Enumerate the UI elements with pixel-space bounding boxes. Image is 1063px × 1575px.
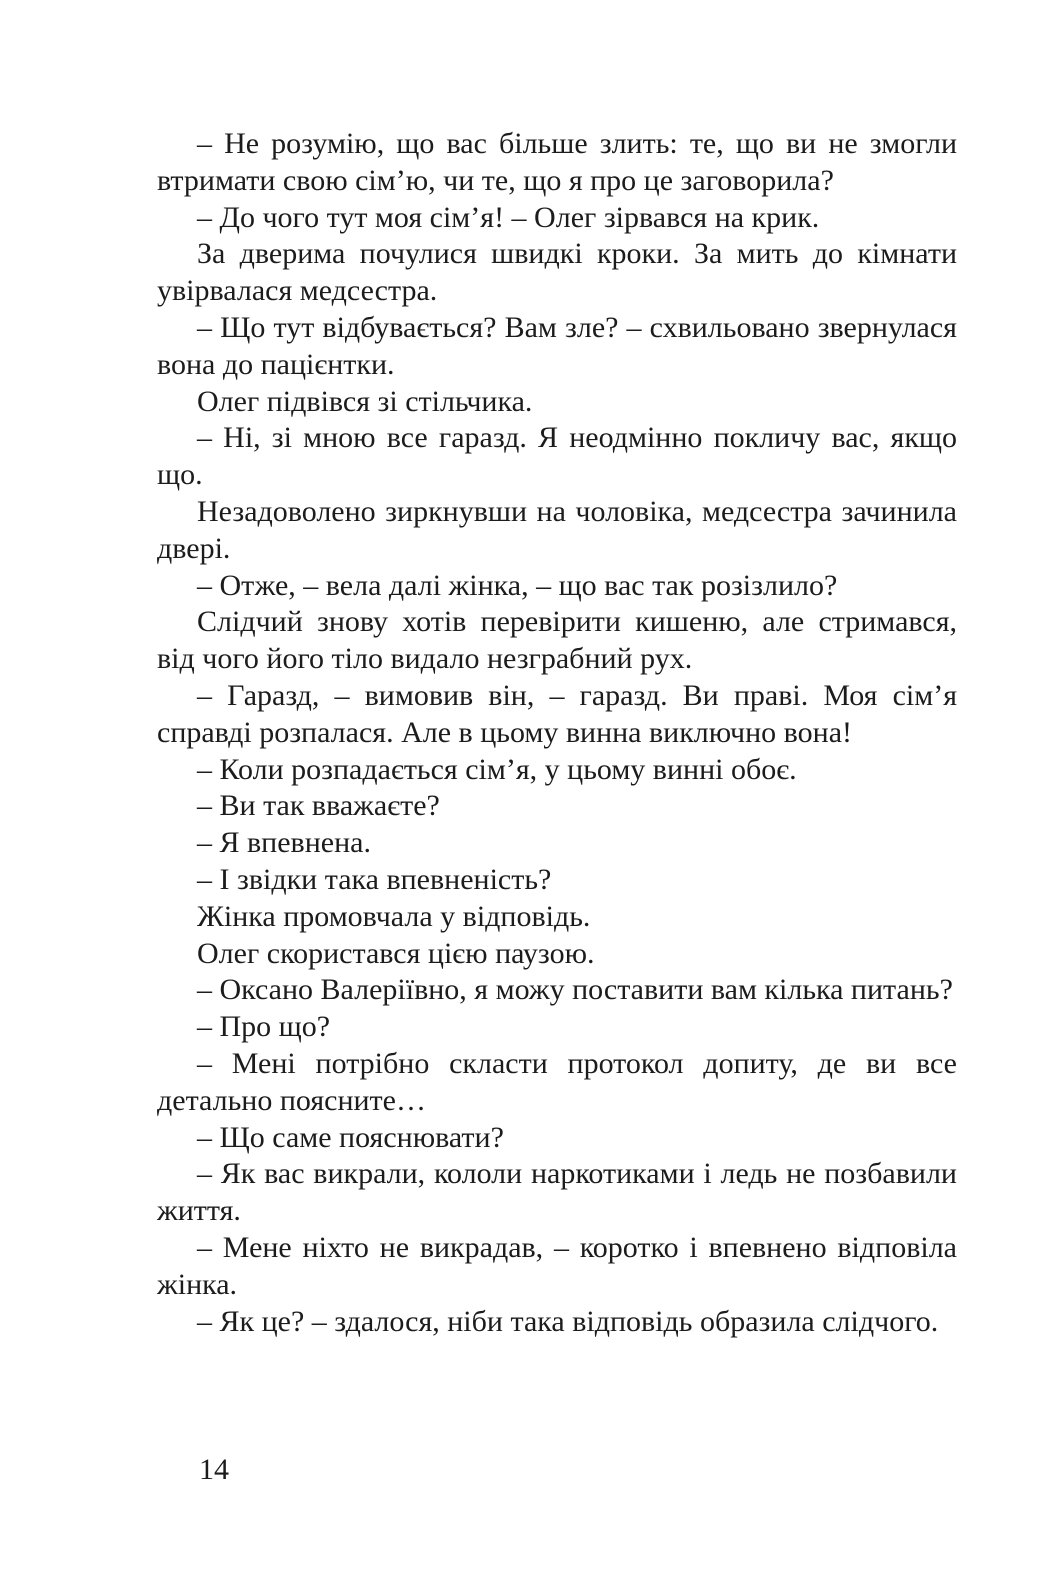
paragraph: – Мене ніхто не викрадав, – коротко і впевнено відповіла жінка. [157,1230,957,1301]
paragraph: – Коли розпадається сім’я, у цьому винні обоє. [197,752,797,786]
paragraph: – Отже, – вела далі жінка, – що вас так розізлило? [197,568,838,602]
paragraph: Жінка промовчала у відповідь. [197,899,591,933]
paragraph: – Ви так вважаєте? [197,789,440,823]
paragraph: – Про що? [197,1010,331,1044]
paragraph: – І звідки така впевненість? [197,862,552,896]
paragraph: – До чого тут моя сім’я! – Олег зірвався на крик. [197,200,820,234]
page-text [157,126,957,1340]
paragraph: – Що саме пояснювати? [197,1120,504,1154]
paragraph: – Ні, зі мною все гаразд. Я неодмінно покличу вас, якщо що. [157,421,957,492]
paragraph: – Як вас викрали, кололи наркотиками і ледь не позбавили життя. [157,1157,957,1228]
paragraph: Олег скористався цією паузою. [197,936,595,970]
paragraph: – Оксано Валеріївно, я можу поставити вам кілька питань? [197,973,953,1007]
paragraph: За дверима почулися швидкі кроки. За мить до кімнати увірвалася медсестра. [157,237,957,308]
paragraph: – Гаразд, – вимовив він, – гаразд. Ви праві. Моя сім’я справді розпалася. Але в цьому винна виключно вона! [157,678,957,749]
paragraph: Олег підвівся зі стільчика. [197,384,533,418]
paragraph: – Не розумію, що вас більше злить: те, що ви не змогли втримати свою сім’ю, чи те, що я про це заговорила? [157,127,957,197]
paragraph: – Як це? – здалося, ніби така відповідь образила слідчого. [197,1304,939,1338]
paragraph: – Я впевнена. [197,826,371,860]
paragraph: Слідчий знову хотів перевірити кишеню, але стримався, від чого його тіло видало незграбний рух. [157,605,957,676]
page-number: 14 [199,1453,229,1486]
paragraph: – Що тут відбувається? Вам зле? – схвильовано звернулася вона до пацієнтки. [157,310,957,381]
paragraph: – Мені потрібно скласти протокол допиту, де ви все детально поясните… [157,1046,957,1117]
paragraph: Незадоволено зиркнувши на чоловіка, медсестра зачинила двері. [157,494,957,565]
